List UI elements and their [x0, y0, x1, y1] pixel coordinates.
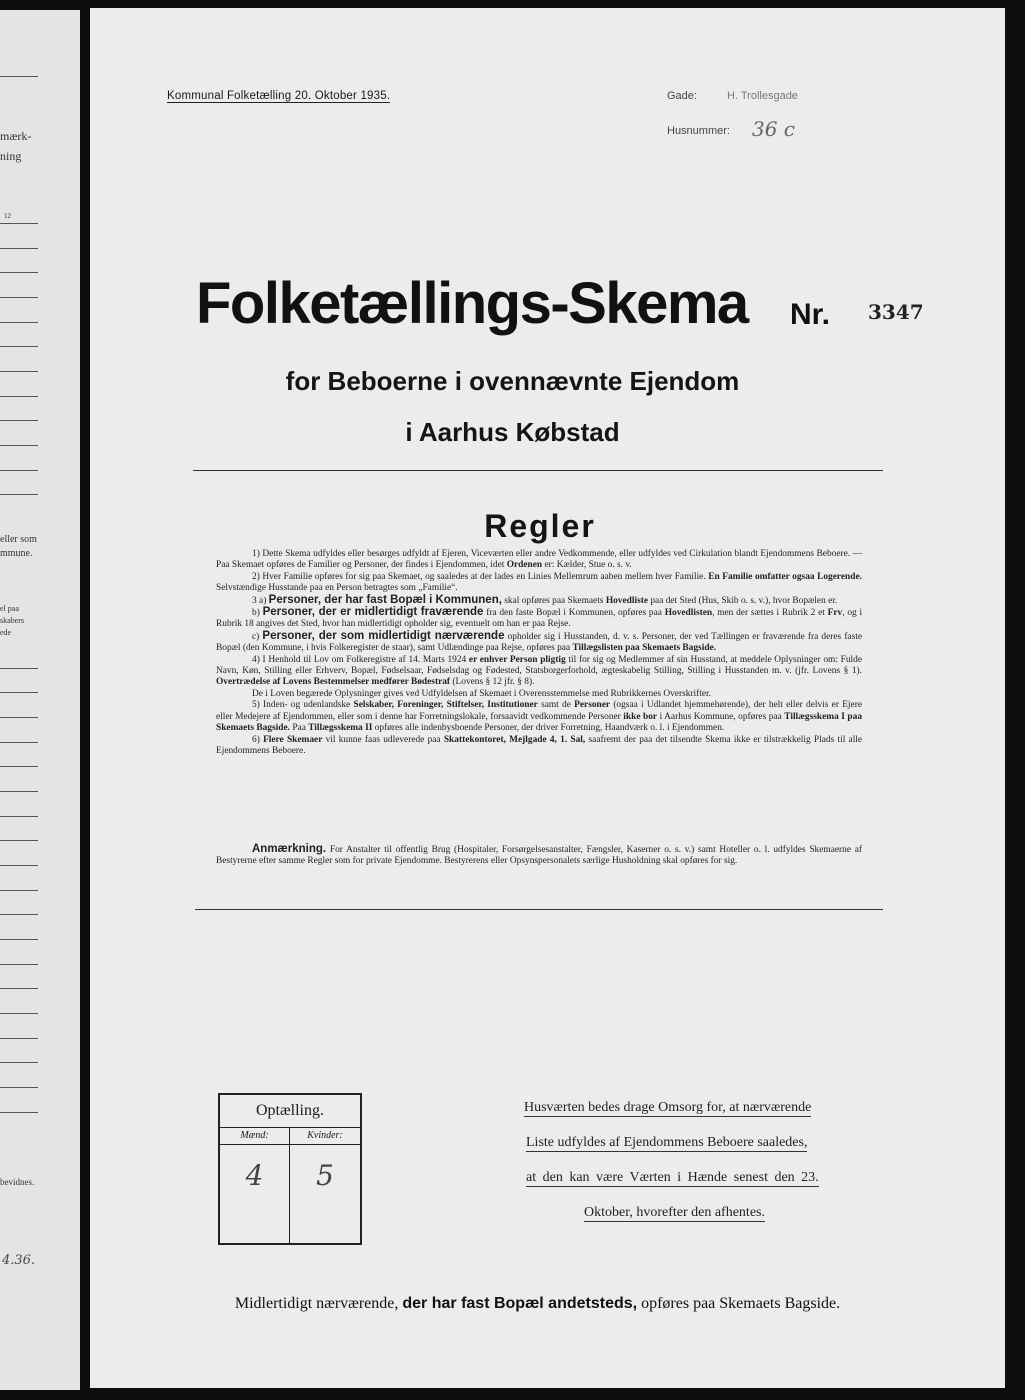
- left-fragment: mmune.: [0, 548, 33, 559]
- ruled-line: [0, 766, 38, 767]
- ruled-line: [0, 1112, 38, 1113]
- annotation: [216, 844, 862, 868]
- ruled-line: [0, 272, 38, 273]
- rule-text: 4) I Henhold til Lov om Folkeregistre af 14. Marts 1924: [252, 654, 467, 665]
- rule-text: 3 a): [252, 595, 267, 606]
- women-column: [290, 1128, 360, 1243]
- rule-text: De i Loven begærede Oplysninger gives ved Udfyldelsen af Skemaet i Overensstemmelse med Rubrikkernes Overskrifter.: [252, 688, 711, 699]
- rule-5: [216, 700, 862, 734]
- rule-3c: [216, 631, 862, 655]
- form-number-label: Nr.: [790, 298, 831, 331]
- ruled-line: [0, 668, 38, 669]
- rule-bold: Personer: [574, 700, 611, 711]
- ruled-line: [0, 248, 38, 249]
- ruled-line: [0, 76, 38, 77]
- footer-text: opføres paa Skemaets Bagside.: [641, 1295, 841, 1312]
- rule-bold: Overtrædelse af Lovens Bestemmelser medfører Bødestraf: [216, 677, 451, 688]
- rule-2: [216, 572, 862, 595]
- left-fragment-handwritten: 4.36.: [2, 1253, 36, 1268]
- notice-line: at den kan være Værten i Hænde senest den 23.: [526, 1170, 819, 1185]
- count-box: [218, 1093, 362, 1245]
- rule-4-note: [216, 689, 862, 700]
- rule-bold: er enhver Person pligtig: [468, 654, 566, 665]
- rules-heading: Regler: [484, 508, 596, 544]
- rule-text: skal opføres paa Skemaets: [504, 595, 604, 606]
- rule-text: 1) Dette Skema udfyldes eller besørges udfyldt af Ejeren, Viceværten eller andre Vedkommende, eller udfyldes ved Cirkulation blandt Ejendommens Beboere. — Paa Skemaet opføres de Familier og Personer, der findes i Ejendommen, idet: [216, 549, 862, 571]
- rule-text: paa det Sted (Hus, Skib o. s. v.), hvor Bopælen er.: [650, 595, 838, 606]
- rule-text: , og i Rubrik 18 angives det Sted, hvor han midlertidigt opholder sig, eventuelt om han er paa Rejse.: [216, 608, 863, 630]
- left-fragment: ede: [0, 628, 12, 637]
- ruled-line: [0, 816, 38, 817]
- ruled-line: [0, 223, 38, 224]
- rules-text: [216, 549, 862, 757]
- house-number-label: Husnummer:: [667, 125, 730, 137]
- rule-text: samt de: [541, 700, 571, 711]
- rule-emphasis: Personer, der er midlertidigt fraværende: [262, 606, 484, 619]
- rule-text: fra den faste Bopæl i Kommunen, opføres paa: [486, 608, 662, 619]
- men-label: Mænd:: [220, 1128, 289, 1145]
- ruled-line: [0, 890, 38, 891]
- rule-emphasis: Personer, der som midlertidigt nærværende: [262, 629, 505, 642]
- rule-text: c): [252, 631, 260, 642]
- annotation-text: For Anstalter til offentlig Brug (Hospitaler, Forsørgelsesanstalter, Fængsler, Kaserner o. s. v.) samt Hoteller o. l. udfyldes Skemaerne af Bestyrerne efter samme Regler som for private Ejendomme. Bestyrerens eller Opsynspersonalets særlige Husholdning skal opføres for sig.: [216, 845, 863, 867]
- ruled-line: [0, 692, 38, 693]
- ruled-line: [0, 1062, 38, 1063]
- rule-3b: [216, 607, 862, 631]
- annotation-label: Anmærkning.: [252, 843, 327, 855]
- ruled-line: [0, 346, 38, 347]
- rule-text: til for sig og Medlemmer af sin Husstand, at meddele Oplysninger om: Fulde Navn, Køn, Stilling eller Erhverv, Bopæl, Fødselsaar, Fødselsdag og Fødested, Statsborgerforhold, ægteskabelig Stilling, Stilling i Husstanden m. v. (jfr. Lovens § 1).: [216, 654, 862, 677]
- ruled-line: [0, 914, 38, 915]
- left-fragment: skabers: [0, 616, 24, 625]
- rule-text: (ogsaa i Udlandet hjemmehørende), der helt eller delvis er Ejere eller Medejere af Ejendommen, eller som i denne har Forretningslokale, forsaavidt vedkommende Personer: [216, 700, 862, 722]
- left-fragment: ning: [0, 149, 22, 163]
- notice-line: Oktober, hvorefter den afhentes.: [584, 1205, 765, 1220]
- form-subtitle: for Beboerne i ovennævnte Ejendom: [285, 366, 740, 396]
- divider: [193, 470, 883, 471]
- rule-text: er: Kælder, Stue o. s. v.: [544, 560, 632, 571]
- form-number-value: 3347: [868, 300, 924, 324]
- rule-text: opholder sig i Husstanden, d. v. s. Personer, der ved Tællingen er fraværende fra deres faste Bopæl (den Kommune, i hvis Folkeregister de staar), samt Udlændinge paa Rejse, opføres paa: [216, 631, 863, 654]
- footer-bold: der har fast Bopæl andetsteds,: [402, 1295, 638, 1312]
- rule-bold: ikke bor: [623, 711, 658, 722]
- rule-6: [216, 735, 862, 758]
- ruled-line: [0, 717, 38, 718]
- count-box-title: Optælling.: [220, 1095, 360, 1128]
- left-fragment: mærk-: [0, 129, 32, 143]
- ruled-line: [0, 297, 38, 298]
- notice-line: Liste udfyldes af Ejendommens Beboere saaledes,: [526, 1135, 808, 1150]
- rule-bold: Hovedliste: [605, 595, 648, 606]
- notice-line: Husværten bedes drage Omsorg for, at nærværende: [524, 1100, 812, 1115]
- rule-bold: Tillægsskema II: [308, 723, 373, 734]
- left-fragment: el paa: [0, 604, 19, 613]
- left-page-edge: [0, 10, 80, 1390]
- rule-text: b): [252, 608, 260, 619]
- rule-text: 5) Inden- og udenlandske: [252, 700, 351, 711]
- left-fragment: eller som: [0, 534, 37, 545]
- rule-emphasis: Personer, der har fast Bopæl i Kommunen,: [268, 593, 502, 606]
- ruled-line: [0, 791, 38, 792]
- rule-bold: Hovedlisten: [664, 608, 713, 619]
- form-subtitle-city: i Aarhus Købstad: [405, 417, 620, 447]
- rule-1: [216, 549, 862, 572]
- ruled-line: [0, 840, 38, 841]
- rule-bold: Flere Skemaer: [263, 734, 323, 745]
- ruled-line: [0, 1087, 38, 1088]
- divider: [195, 909, 883, 910]
- ruled-line: [0, 939, 38, 940]
- rule-text: 6): [252, 734, 260, 745]
- rule-text: Paa: [292, 723, 306, 734]
- left-fragment: 12: [4, 212, 11, 220]
- ruled-line: [0, 865, 38, 866]
- street-label: Gade:: [667, 90, 697, 102]
- rule-text: 2) Hver Familie opføres for sig paa Skemaet, og saaledes at der lades en Linies Mellemrum aaben mellem hver Familie.: [252, 571, 706, 582]
- rule-bold: Frv: [827, 608, 843, 619]
- rule-text: , men der sættes i Rubrik 2 et: [712, 608, 825, 619]
- rule-bold: Tillægslisten paa Skemaets Bagside.: [572, 643, 717, 654]
- left-fragment: bevidnes.: [0, 1177, 35, 1187]
- ruled-line: [0, 742, 38, 743]
- ruled-line: [0, 470, 38, 471]
- rule-4: [216, 655, 862, 689]
- rule-text: Selvstændige Husstande paa en Person betragtes som „Familie“.: [216, 583, 458, 594]
- rule-bold: Skattekontoret, Mejlgade 4, 1. Sal,: [443, 734, 586, 745]
- men-column: [220, 1128, 290, 1243]
- house-number-value: 36 c: [752, 117, 796, 141]
- men-count: 4: [245, 1159, 264, 1192]
- footer-text: Midlertidigt nærværende,: [234, 1295, 399, 1312]
- street-value: H. Trollesgade: [727, 90, 798, 102]
- ruled-line: [0, 1038, 38, 1039]
- annotation-paragraph: [216, 844, 862, 868]
- rule-bold: Ordenen: [506, 560, 543, 571]
- rule-bold: En Familie omfatter ogsaa Logerende.: [708, 571, 862, 582]
- rule-text: (Lovens § 12 jfr. § 8).: [452, 677, 535, 688]
- rule-text: opføres alle indenbysboende Personer, der driver Forretning, Haandværk o. l. i Ejendommen.: [374, 723, 725, 734]
- census-title: Kommunal Folketælling 20. Oktober 1935.: [167, 90, 391, 102]
- rule-bold: Tillægsskema I paa Skemaets Bagside.: [216, 711, 863, 734]
- ruled-line: [0, 964, 38, 965]
- rule-text: saafremt der paa det tilsendte Skema ikke er tilstrækkelig Plads til alle Ejendommens Beboere.: [216, 734, 863, 756]
- ruled-line: [0, 494, 38, 495]
- women-label: Kvinder:: [290, 1128, 360, 1145]
- ruled-line: [0, 1013, 38, 1014]
- rule-text: vil kunne faas udleverede paa: [325, 734, 441, 745]
- ruled-line: [0, 988, 38, 989]
- footer-note: [0, 1295, 1025, 1313]
- women-count: 5: [316, 1159, 334, 1192]
- rule-text: i Aarhus Kommune, opføres paa: [659, 711, 782, 722]
- form-title: Folketællings-Skema: [196, 271, 748, 336]
- ruled-line: [0, 322, 38, 323]
- rule-bold: Selskaber, Foreninger, Stiftelser, Institutioner: [353, 700, 538, 711]
